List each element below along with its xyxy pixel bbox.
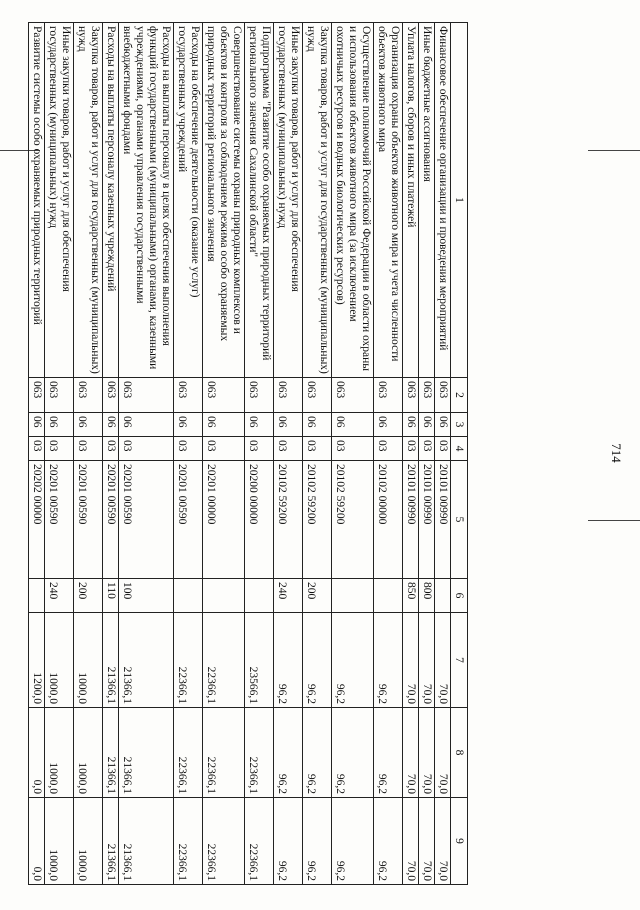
cell-target-article: 20200 00000 [245, 461, 274, 579]
cell-amount-col9: 1000,0 [45, 798, 74, 885]
table-row [203, 23, 245, 885]
cell-section: 06 [274, 413, 303, 437]
cell-target-article: 20102 59200 [274, 461, 303, 579]
cell-amount-col9: 96,2 [332, 798, 374, 885]
cell-subsection: 03 [374, 437, 403, 461]
column-header: 4 [451, 437, 468, 461]
cell-amount-col9: 96,2 [374, 798, 403, 885]
row-name: Осуществление полномочий Российской Федерации в области охраны и использования объектов животного мира (за исключением охотничьих ресурсов и водных биологических ресурсов) [332, 23, 374, 378]
cell-subsection: 03 [174, 437, 203, 461]
cell-amount-col8: 1000,0 [74, 708, 103, 798]
row-name: Закупка товаров, работ и услуг для государственных (муниципальных) нужд [74, 23, 103, 378]
cell-expense-type: 100 [119, 579, 174, 613]
cell-expense-type [29, 579, 45, 613]
cell-expense-type: 200 [303, 579, 332, 613]
cell-ministry-code: 063 [303, 378, 332, 413]
table-header-row [451, 23, 468, 885]
cell-amount-col8: 22366,1 [245, 708, 274, 798]
cell-ministry-code: 063 [174, 378, 203, 413]
cell-amount-col9: 70,0 [419, 798, 435, 885]
cell-amount-col9: 70,0 [403, 798, 419, 885]
cell-target-article: 20201 00590 [174, 461, 203, 579]
cell-subsection: 03 [45, 437, 74, 461]
cell-section: 06 [103, 413, 119, 437]
cell-amount-col8: 22366,1 [203, 708, 245, 798]
table-row [174, 23, 203, 885]
cell-amount-col8: 70,0 [403, 708, 419, 798]
cell-target-article: 20201 00590 [119, 461, 174, 579]
cell-ministry-code: 063 [374, 378, 403, 413]
row-name: Совершенствование системы охраны природных комплексов и объектов и контроля за соблюдением режима особо охраняемых природных территорий регионального значения [203, 23, 245, 378]
cell-section: 06 [245, 413, 274, 437]
cell-ministry-code: 063 [45, 378, 74, 413]
cell-target-article: 20102 00000 [374, 461, 403, 579]
cell-subsection: 03 [403, 437, 419, 461]
table-row [419, 23, 435, 885]
cell-subsection: 03 [435, 437, 451, 461]
cell-amount-col9: 0,0 [29, 798, 45, 885]
cell-amount-col7: 70,0 [419, 613, 435, 708]
cell-amount-col7: 23566,1 [245, 613, 274, 708]
cell-amount-col8: 1000,0 [45, 708, 74, 798]
table-row [29, 23, 45, 885]
cell-subsection: 03 [74, 437, 103, 461]
cell-amount-col9: 22366,1 [245, 798, 274, 885]
cell-amount-col9: 22366,1 [174, 798, 203, 885]
cell-subsection: 03 [119, 437, 174, 461]
cell-amount-col8: 96,2 [332, 708, 374, 798]
column-header: 9 [451, 798, 468, 885]
row-name: Организация охраны объектов животного мира и учета численности объектов животного мира [374, 23, 403, 378]
cell-target-article: 20201 00590 [74, 461, 103, 579]
cell-subsection: 03 [29, 437, 45, 461]
cell-amount-col7: 70,0 [435, 613, 451, 708]
cell-subsection: 03 [245, 437, 274, 461]
row-name: Уплата налогов, сборов и иных платежей [403, 23, 419, 378]
cell-ministry-code: 063 [74, 378, 103, 413]
cell-expense-type: 850 [403, 579, 419, 613]
cell-section: 06 [119, 413, 174, 437]
table-row [303, 23, 332, 885]
cell-target-article: 20201 00590 [103, 461, 119, 579]
page-number: 714 [609, 443, 624, 463]
cell-amount-col9: 22366,1 [203, 798, 245, 885]
row-name: Иные закупки товаров, работ и услуг для обеспечения государственных (муниципальных) нужд [274, 23, 303, 378]
cell-target-article: 20101 00990 [435, 461, 451, 579]
cell-section: 06 [203, 413, 245, 437]
cell-expense-type: 800 [419, 579, 435, 613]
column-header: 5 [451, 461, 468, 579]
cell-ministry-code: 063 [435, 378, 451, 413]
cell-expense-type: 240 [45, 579, 74, 613]
cell-section: 06 [45, 413, 74, 437]
cell-target-article: 20102 59200 [303, 461, 332, 579]
cell-amount-col8: 22366,1 [174, 708, 203, 798]
row-name: Иные бюджетные ассигнования [419, 23, 435, 378]
cell-subsection: 03 [332, 437, 374, 461]
cell-expense-type [203, 579, 245, 613]
column-header: 8 [451, 708, 468, 798]
cell-target-article: 20201 00590 [45, 461, 74, 579]
cell-amount-col7: 96,2 [332, 613, 374, 708]
cell-section: 06 [435, 413, 451, 437]
table-row [374, 23, 403, 885]
cell-expense-type: 240 [274, 579, 303, 613]
cell-section: 06 [419, 413, 435, 437]
cell-ministry-code: 063 [29, 378, 45, 413]
cell-section: 06 [303, 413, 332, 437]
cell-amount-col9: 21366,1 [119, 798, 174, 885]
cell-ministry-code: 063 [332, 378, 374, 413]
table-row [119, 23, 174, 885]
cell-amount-col7: 1000,0 [74, 613, 103, 708]
table-row [274, 23, 303, 885]
cell-expense-type [435, 579, 451, 613]
cell-subsection: 03 [103, 437, 119, 461]
cell-amount-col8: 70,0 [419, 708, 435, 798]
row-name: Развитие системы особо охраняемых природных территорий [29, 23, 45, 378]
cell-section: 06 [174, 413, 203, 437]
cell-amount-col7: 96,2 [303, 613, 332, 708]
cell-amount-col8: 0,0 [29, 708, 45, 798]
table-row [45, 23, 74, 885]
cell-amount-col7: 1200,0 [29, 613, 45, 708]
cell-expense-type: 200 [74, 579, 103, 613]
column-header: 6 [451, 579, 468, 613]
cell-ministry-code: 063 [245, 378, 274, 413]
cell-amount-col9: 1000,0 [74, 798, 103, 885]
cell-amount-col9: 96,2 [303, 798, 332, 885]
cell-amount-col8: 21366,1 [103, 708, 119, 798]
row-name: Закупка товаров, работ и услуг для государственных (муниципальных) нужд [303, 23, 332, 378]
row-name: Расходы на выплаты персоналу в целях обеспечения выполнения функций государственными (муниципальными) органами, казенными учреждениями, органами управления государственными внебюджетными фондами [119, 23, 174, 378]
cell-amount-col7: 22366,1 [174, 613, 203, 708]
cell-subsection: 03 [419, 437, 435, 461]
cell-amount-col7: 96,2 [374, 613, 403, 708]
table-row [435, 23, 451, 885]
cell-section: 06 [403, 413, 419, 437]
column-header: 1 [451, 23, 468, 378]
cell-amount-col8: 96,2 [274, 708, 303, 798]
table-row [403, 23, 419, 885]
column-header: 3 [451, 413, 468, 437]
row-name: Подпрограмма "Развитие особо охраняемых природных территорий регионального значения Сахалинской области" [245, 23, 274, 378]
cell-expense-type [332, 579, 374, 613]
cell-expense-type [374, 579, 403, 613]
cell-amount-col8: 21366,1 [119, 708, 174, 798]
cell-subsection: 03 [203, 437, 245, 461]
cell-amount-col7: 21366,1 [103, 613, 119, 708]
row-name: Иные закупки товаров, работ и услуг для обеспечения государственных (муниципальных) нужд [45, 23, 74, 378]
cell-amount-col8: 70,0 [435, 708, 451, 798]
cell-ministry-code: 063 [103, 378, 119, 413]
cell-expense-type [245, 579, 274, 613]
cell-amount-col7: 70,0 [403, 613, 419, 708]
cell-target-article: 20101 00990 [419, 461, 435, 579]
cell-section: 06 [29, 413, 45, 437]
cell-amount-col9: 21366,1 [103, 798, 119, 885]
cell-subsection: 03 [274, 437, 303, 461]
table-row [74, 23, 103, 885]
cell-amount-col7: 96,2 [274, 613, 303, 708]
rotated-content [22, 13, 622, 893]
cell-amount-col7: 1000,0 [45, 613, 74, 708]
cell-ministry-code: 063 [403, 378, 419, 413]
table-row [332, 23, 374, 885]
column-header: 7 [451, 613, 468, 708]
table-row [245, 23, 274, 885]
cell-ministry-code: 063 [203, 378, 245, 413]
table-row [103, 23, 119, 885]
cell-target-article: 20201 00000 [203, 461, 245, 579]
cell-expense-type: 110 [103, 579, 119, 613]
cell-amount-col8: 96,2 [303, 708, 332, 798]
cell-section: 06 [74, 413, 103, 437]
cell-amount-col9: 96,2 [274, 798, 303, 885]
cell-ministry-code: 063 [419, 378, 435, 413]
cell-amount-col9: 70,0 [435, 798, 451, 885]
cell-amount-col7: 21366,1 [119, 613, 174, 708]
cell-section: 06 [332, 413, 374, 437]
cell-target-article: 20102 59200 [332, 461, 374, 579]
cell-target-article: 20202 00000 [29, 461, 45, 579]
column-header: 2 [451, 378, 468, 413]
cell-expense-type [174, 579, 203, 613]
row-name: Расходы на обеспечение деятельности (оказание услуг) государственных учреждений [174, 23, 203, 378]
budget-table [28, 22, 468, 885]
row-name: Финансовое обеспечение организации и проведения мероприятий [435, 23, 451, 378]
cell-amount-col7: 22366,1 [203, 613, 245, 708]
cell-target-article: 20101 00990 [403, 461, 419, 579]
cell-ministry-code: 063 [119, 378, 174, 413]
cell-section: 06 [374, 413, 403, 437]
row-name: Расходы на выплаты персоналу казенных учреждений [103, 23, 119, 378]
cell-amount-col8: 96,2 [374, 708, 403, 798]
cell-subsection: 03 [303, 437, 332, 461]
cell-ministry-code: 063 [274, 378, 303, 413]
